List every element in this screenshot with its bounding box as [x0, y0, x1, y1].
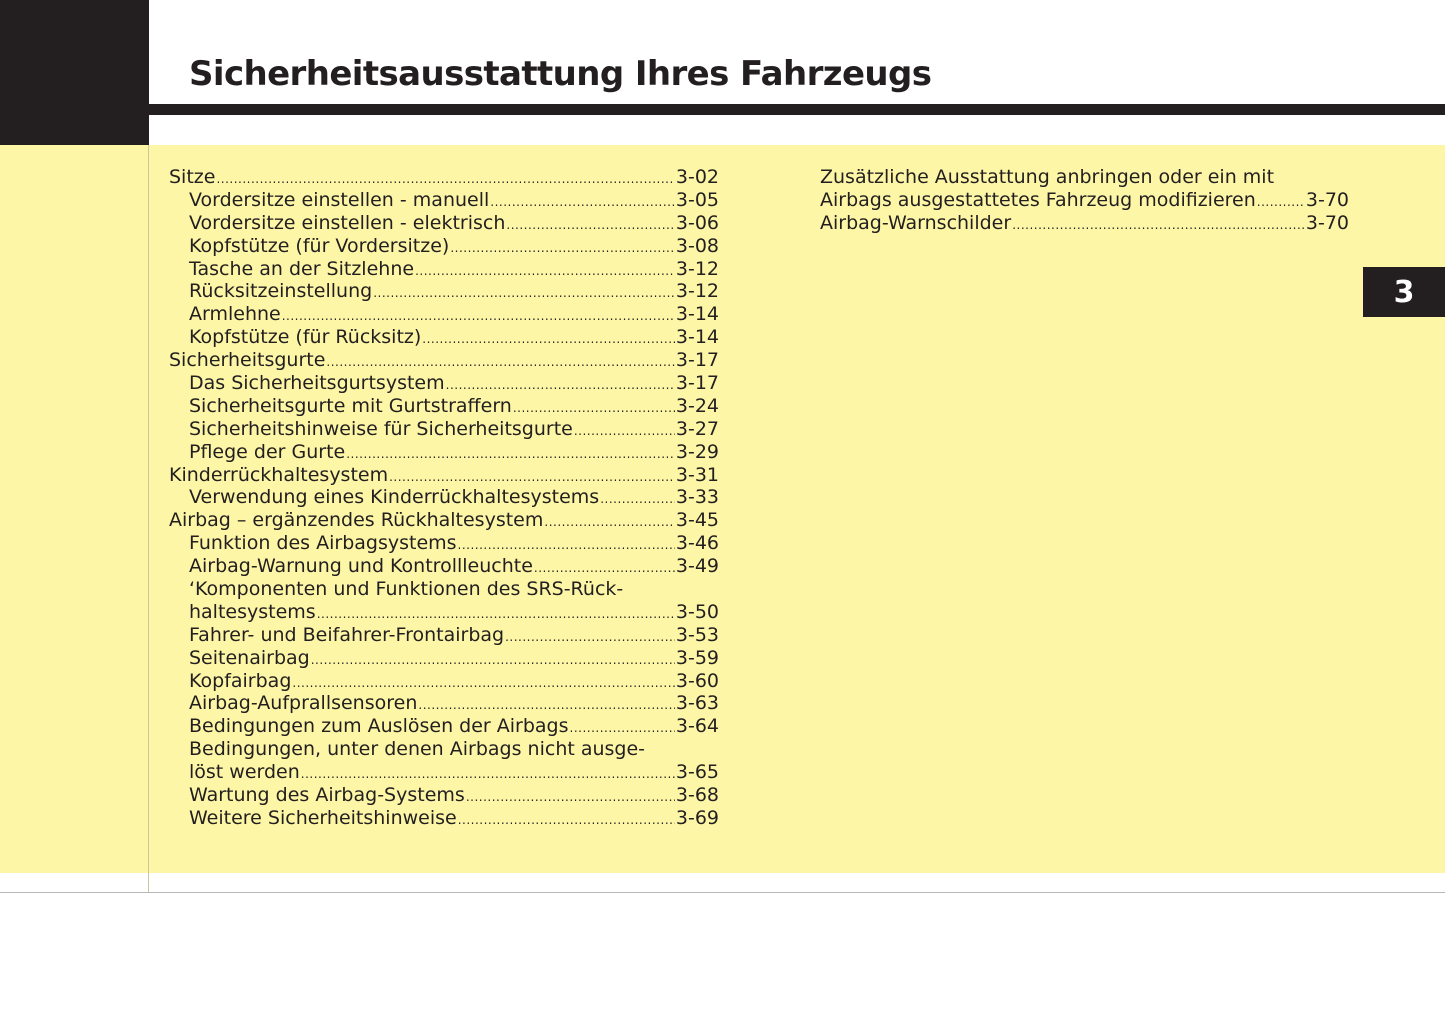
toc-entry-page: 3-14 [675, 326, 719, 349]
toc-entry-label: Kinderrückhaltesystem [169, 463, 389, 486]
dot-leader [216, 166, 674, 191]
page-title: Sicherheitsausstattung Ihres Fahrzeugs [189, 54, 932, 94]
toc-entry-page: 3-12 [675, 280, 719, 303]
toc-entry-label: Seitenairbag [189, 646, 310, 669]
toc-entry-label: Airbags ausgestattetes Fahrzeug modifizieren [820, 188, 1256, 211]
toc-entry-label: Vordersitze einstellen - manuell [189, 188, 490, 211]
toc-entry-label: Sicherheitshinweise für Sicherheitsgurte [189, 417, 573, 440]
toc-entry-page: 3-33 [675, 486, 719, 509]
toc-entry-page: 3-46 [675, 532, 719, 555]
bottom-rule [0, 892, 1445, 893]
toc-entry-page: 3-65 [675, 761, 719, 784]
toc-entry[interactable] [169, 395, 719, 418]
toc-entry[interactable] [169, 326, 719, 349]
toc-entry-label: Das Sicherheitsgurtsystem [189, 372, 445, 395]
toc-entry-label: Sitze [169, 166, 216, 188]
toc-entry-label: Airbag-Warnung und Kontrollleuchte [189, 555, 533, 578]
toc-entry[interactable] [169, 509, 719, 532]
toc-entry[interactable] [169, 624, 719, 647]
toc-entry[interactable] [169, 464, 719, 487]
dot-leader [544, 509, 675, 534]
toc-entry-label: Airbag-Warnschilder [820, 211, 1012, 234]
dot-leader [570, 715, 675, 740]
toc-entry-page: 3-53 [675, 623, 719, 646]
toc-entry-label: Wartung des Airbag-Systems [189, 784, 465, 807]
toc-entry-page: 3-60 [675, 669, 719, 692]
dot-leader [292, 670, 674, 695]
toc-entry-page: 3-14 [675, 303, 719, 326]
dot-leader [415, 258, 675, 283]
toc-entry-label: Kopfairbag [189, 669, 292, 692]
toc-entry-page: 3-70 [1305, 211, 1349, 234]
toc-entry[interactable] [169, 441, 719, 464]
toc-entry[interactable] [169, 486, 719, 509]
toc-entry-page: 3-12 [675, 257, 719, 280]
dot-leader [466, 784, 675, 809]
toc-entry-label: löst werden [189, 761, 300, 784]
toc-entry[interactable] [169, 532, 719, 555]
toc-entry[interactable] [169, 784, 719, 807]
dot-leader [418, 692, 675, 717]
dot-leader [346, 441, 675, 466]
toc-entry-label: Sicherheitsgurte mit Gurtstraffern [189, 394, 512, 417]
toc-entry-page: 3-27 [675, 417, 719, 440]
toc-entry-label: Airbag-Aufprallsensoren [189, 692, 418, 715]
toc-entry-label: Funktion des Airbagsystems [189, 532, 457, 555]
toc-entry-page: 3-31 [675, 463, 719, 486]
toc-entry-page: 3-02 [675, 166, 719, 188]
toc-entry[interactable] [169, 235, 719, 258]
dot-leader [326, 349, 674, 374]
toc-entry-prefix: Bedingungen, unter denen Airbags nicht ausge- [189, 738, 646, 761]
toc-left-column [169, 166, 719, 830]
toc-entry[interactable] [169, 349, 719, 372]
dot-leader [389, 464, 675, 489]
toc-entry[interactable] [169, 692, 719, 715]
toc-entry[interactable] [169, 670, 719, 693]
toc-entry-label: Rücksitzeinstellung [189, 280, 373, 303]
dot-leader [317, 601, 675, 626]
dot-leader [458, 807, 675, 832]
toc-entry-page: 3-68 [675, 784, 719, 807]
dot-leader [1257, 189, 1305, 214]
toc-entry-prefix: Zusätzliche Ausstattung anbringen oder ein mit [820, 166, 1275, 188]
dot-leader [450, 235, 675, 260]
toc-entry[interactable] [169, 761, 719, 784]
toc-entry-page: 3-64 [675, 715, 719, 738]
toc-entry-page: 3-70 [1305, 188, 1349, 211]
toc-entry-page: 3-06 [675, 211, 719, 234]
toc-entry[interactable] [169, 280, 719, 303]
toc-entry[interactable] [169, 166, 719, 189]
toc-entry[interactable] [169, 418, 719, 441]
toc-entry[interactable] [169, 372, 719, 395]
toc-entry-page: 3-45 [675, 509, 719, 532]
toc-entry-page: 3-49 [675, 555, 719, 578]
dot-leader [600, 486, 675, 511]
toc-entry-label: Armlehne [189, 303, 281, 326]
toc-entry-page: 3-17 [675, 349, 719, 372]
toc-entry[interactable] [820, 189, 1349, 212]
dot-leader [574, 418, 675, 443]
toc-entry-label: Verwendung eines Kinderrückhaltesystems [189, 486, 600, 509]
toc-entry[interactable] [169, 715, 719, 738]
left-divider [148, 145, 149, 893]
toc-entry-label: Vordersitze einstellen - elektrisch [189, 211, 506, 234]
dot-leader [422, 326, 675, 351]
dot-leader [505, 624, 675, 649]
toc-entry-page: 3-05 [675, 188, 719, 211]
toc-entry-label: Airbag – ergänzendes Rückhaltesystem [169, 509, 544, 532]
dot-leader [1012, 212, 1305, 237]
toc-right-column [820, 166, 1349, 235]
toc-entry-label: Tasche an der Sitzlehne [189, 257, 415, 280]
toc-entry[interactable] [169, 807, 719, 830]
toc-entry-page: 3-08 [675, 234, 719, 257]
toc-entry-page: 3-69 [675, 806, 719, 829]
toc-entry-page: 3-29 [675, 440, 719, 463]
toc-entry-page: 3-63 [675, 692, 719, 715]
dot-leader [458, 532, 675, 557]
chapter-tab[interactable]: 3 [1363, 267, 1445, 317]
title-rule [149, 104, 1445, 115]
dot-leader [373, 280, 675, 305]
toc-entry-page: 3-24 [675, 394, 719, 417]
toc-entry[interactable] [169, 212, 719, 235]
toc-entry[interactable] [169, 189, 719, 212]
toc-entry-label: Kopfstütze (für Rücksitz) [189, 326, 422, 349]
toc-entry-label: Kopfstütze (für Vordersitze) [189, 234, 450, 257]
toc-entry-label: Fahrer- und Beifahrer-Frontairbag [189, 623, 505, 646]
toc-entry-label: Pflege der Gurte [189, 440, 346, 463]
dot-leader [446, 372, 675, 397]
toc-entry[interactable] [169, 303, 719, 326]
toc-entry-label: haltesystems [189, 600, 316, 623]
toc-entry-label: Bedingungen zum Auslösen der Airbags [189, 715, 569, 738]
toc-entry[interactable] [169, 647, 719, 670]
dot-leader [311, 647, 675, 672]
dot-leader [506, 212, 674, 237]
dot-leader [282, 303, 675, 328]
dot-leader [534, 555, 675, 580]
toc-entry[interactable] [169, 601, 719, 624]
corner-block [0, 0, 149, 145]
toc-entry-prefix: ‘Komponenten und Funktionen des SRS-Rück- [189, 578, 624, 601]
toc-entry[interactable] [169, 258, 719, 281]
toc-entry-page: 3-59 [675, 646, 719, 669]
toc-entry[interactable] [820, 212, 1349, 235]
dot-leader [301, 761, 675, 786]
toc-entry-page: 3-50 [675, 600, 719, 623]
toc-entry[interactable] [169, 555, 719, 578]
toc-entry-page: 3-17 [675, 372, 719, 395]
dot-leader [490, 189, 675, 214]
toc-entry-label: Weitere Sicherheitshinweise [189, 806, 457, 829]
dot-leader [513, 395, 675, 420]
toc-entry-label: Sicherheitsgurte [169, 349, 326, 372]
